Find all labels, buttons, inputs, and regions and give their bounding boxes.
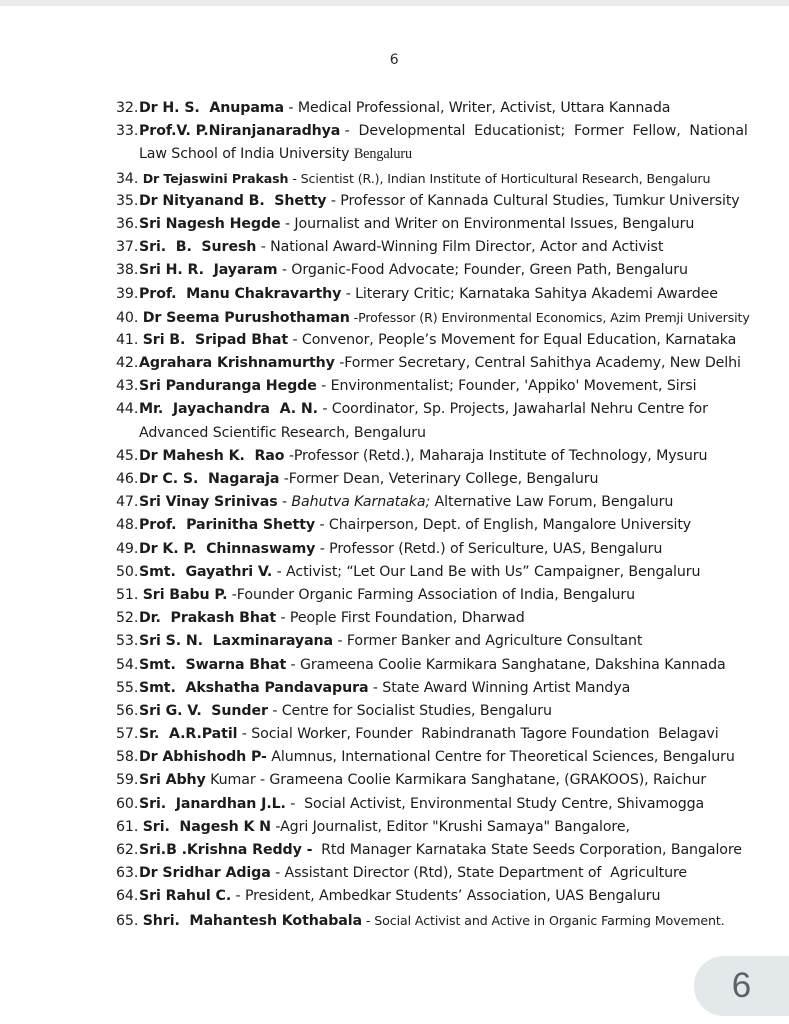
signatory-description: -Founder Organic Farming Association of India, Bengaluru [227,586,636,603]
signatory-name: Dr K. P. Chinnaswamy [139,540,316,557]
item-number: 52. [116,610,139,627]
list-item [116,677,776,700]
signatory-description: - [277,494,292,511]
signatory-name: Sri.B .Krishna Reddy - [139,842,313,858]
signatory-description: Advanced Scientific Research, Bengaluru [139,424,426,441]
signatory-description: Alternative Law Forum, Bengaluru [430,494,674,511]
item-number: 34. [116,170,143,187]
signatory-description: - National Award-Winning Film Director, Actor and Activist [256,239,664,256]
signatory-description: - Social Activist and Active in Organic Farming Movement. [362,912,725,928]
signatory-name: Smt. Akshatha Pandavapura [139,679,369,696]
item-number: 63. [116,865,139,882]
item-number: 55. [116,679,139,696]
list-item [116,654,776,677]
item-number: 32. [116,100,139,116]
item-number: 59. [116,772,139,789]
list-item [116,723,776,746]
signatory-name: Sri Babu P. [142,586,228,603]
list-item [116,190,776,213]
signatory-name: Dr H. S. Anupama [139,100,284,116]
signatory-description: - Social Activist, Environmental Study Centre, Shivamogga [285,795,705,812]
signatory-description: Law School of India University [139,146,354,163]
list-item [116,584,776,607]
signatory-description: - Centre for Socialist Studies, Bengaluru [267,702,552,719]
signatory-description: - Environmentalist; Founder, 'Appiko' Movement, Sirsi [316,378,697,395]
signatory-description: Alumnus, International Centre for Theoretical Sciences, Bengaluru [266,749,735,766]
item-number: 62. [116,842,139,858]
item-number: 38. [116,262,139,279]
viewer-top-edge [0,0,789,6]
item-number: 41. [116,331,143,348]
signatory-description: - Chairperson, Dept. of English, Mangalore University [315,517,692,534]
signatory-name: Smt. Gayathri V. [139,563,273,580]
list-item [116,283,776,306]
item-number: 54. [116,656,139,673]
signatory-name: Sri Panduranga Hegde [139,378,317,395]
list-item [116,793,776,816]
list-item [116,885,776,908]
signatory-description: - Professor of Kannada Cultural Studies, Tumkur University [326,192,740,209]
item-number: 56. [116,702,139,719]
signatory-description: - Convenor, People’s Movement for Equal Education, Karnataka [288,331,737,348]
signatory-name: Agrahara Krishnamurthy [139,355,335,372]
signatory-description: - Professor (Retd.) of Sericulture, UAS, Bengaluru [315,540,663,557]
signatory-description: - Medical Professional, Writer, Activist, Uttara Kannada [283,100,671,116]
signatory-name: Sri Abhy [139,772,206,789]
signatory-description: Bengaluru [353,146,413,163]
list-item [116,514,776,537]
signatory-list [116,97,776,932]
signatory-description: -Professor (R) Environmental Economics, Azim Premji University [349,309,750,325]
signatory-name: Sri Nagesh Hegde [139,215,281,232]
list-item [116,97,776,120]
list-item [116,468,776,491]
signatory-description: - Scientist (R.), Indian Institute of Horticultural Research, Bengaluru [288,170,711,186]
page-number-header: 6 [389,52,400,68]
item-number: 61. [116,818,143,835]
signatory-description: - Activist; “Let Our Land Be with Us” Campaigner, Bengaluru [272,563,701,580]
item-number: 39. [116,285,139,302]
item-number: 57. [116,726,139,743]
list-item [116,839,776,862]
signatory-description: -Former Dean, Veterinary College, Bengaluru [279,471,599,487]
list-item [116,746,776,769]
signatory-name: Sri. Nagesh K N [142,818,271,835]
item-number: 33. [116,123,139,140]
list-item-continuation [116,143,776,166]
signatory-name: Sri B. Sripad Bhat [142,331,289,348]
list-item [116,352,776,375]
item-number: 46. [116,471,139,487]
item-number: 50. [116,563,139,580]
page-indicator-badge[interactable] [694,956,789,1016]
signatory-name: Dr Mahesh K. Rao [139,447,285,464]
signatory-name: Prof. Manu Chakravarthy [139,285,342,302]
signatory-description: - Organic-Food Advocate; Founder, Green Path, Bengaluru [277,262,688,279]
list-item [116,909,776,932]
signatory-description: - People First Foundation, Dharwad [276,610,525,627]
list-item [116,375,776,398]
signatory-name: Sr. A.R.Patil [139,726,238,743]
item-number: 37. [116,239,139,256]
list-item [116,816,776,839]
item-number: 48. [116,517,139,534]
signatory-description: - Literary Critic; Karnataka Sahitya Akademi Awardee [341,285,718,302]
signatory-description: - Journalist and Writer on Environmental Issues, Bengaluru [280,215,695,232]
signatory-description: -Former Secretary, Central Sahithya Academy, New Delhi [334,355,741,372]
signatory-name: Shri. Mahantesh Kothabala [142,912,363,929]
list-item [116,259,776,282]
list-item [116,398,776,444]
signatory-name: Prof.V. P.Niranjanaradhya [139,123,341,140]
list-item [116,213,776,236]
signatory-name: Dr C. S. Nagaraja [139,471,280,487]
signatory-name: Sri S. N. Laxminarayana [139,633,334,650]
list-item [116,700,776,723]
signatory-name: Dr Sridhar Adiga [139,865,271,882]
signatory-description: - Former Banker and Agriculture Consultant [333,633,643,650]
signatory-description: - Assistant Director (Rtd), State Department of Agriculture [270,865,688,882]
signatory-name: Sri Vinay Srinivas [139,494,278,511]
signatory-name: Sri. B. Suresh [139,239,257,256]
item-number: 45. [116,447,139,464]
item-number: 60. [116,795,139,812]
signatory-name: Prof. Parinitha Shetty [139,517,316,534]
list-item [116,862,776,885]
item-number: 43. [116,378,139,395]
list-item [116,491,776,514]
list-item [116,167,776,190]
signatory-name: Sri H. R. Jayaram [139,262,278,279]
signatory-name: Sri Rahul C. [139,888,232,905]
signatory-description: -Professor (Retd.), Maharaja Institute of Technology, Mysuru [284,447,708,464]
item-number: 44. [116,401,139,418]
list-item [116,630,776,653]
signatory-name: Dr Nityanand B. Shetty [139,192,327,209]
signatory-name: Dr Tejaswini Prakash [142,170,289,186]
signatory-name: Mr. Jayachandra A. N. [139,401,318,418]
item-number: 51. [116,586,143,603]
list-item [116,607,776,630]
list-item [116,120,776,166]
signatory-name: Dr Seema Purushothaman [142,309,350,326]
item-number: 47. [116,494,139,511]
item-number: 64. [116,888,139,905]
list-item [116,329,776,352]
item-number: 40. [116,309,143,326]
signatory-description: Kumar - Grameena Coolie Karmikara Sanghatane, (GRAKOOS), Raichur [205,772,707,789]
signatory-description: -Agri Journalist, Editor "Krushi Samaya" Bangalore, [270,818,630,835]
list-item [116,538,776,561]
item-number: 65. [116,912,143,929]
signatory-name: Sri G. V. Sunder [139,702,268,719]
list-item [116,445,776,468]
item-number: 53. [116,633,139,650]
signatory-description: Bahutva Karnataka; [291,494,431,511]
item-number: 42. [116,355,139,372]
signatory-name: Sri. Janardhan J.L. [139,795,286,812]
item-number: 35. [116,192,139,209]
item-number: 58. [116,749,139,766]
list-item-continuation [116,422,776,445]
signatory-name: Dr Abhishodh P- [139,749,267,766]
list-item [116,236,776,259]
signatory-description: - Grameena Coolie Karmikara Sanghatane, Dakshina Kannada [286,656,726,673]
item-number: 49. [116,540,139,557]
list-item [116,561,776,584]
signatory-name: Smt. Swarna Bhat [139,656,287,673]
signatory-name: Dr. Prakash Bhat [139,610,277,627]
signatory-description: - State Award Winning Artist Mandya [368,679,631,696]
signatory-description: - Developmental Educationist; Former Fellow, National [340,123,748,140]
signatory-description: - President, Ambedkar Students’ Association, UAS Bengaluru [231,888,661,905]
list-item [116,769,776,792]
signatory-description: Rtd Manager Karnataka State Seeds Corporation, Bangalore [312,842,742,858]
list-item [116,306,776,329]
page-indicator-number: 6 [731,966,752,1005]
signatory-description: - Coordinator, Sp. Projects, Jawaharlal Nehru Centre for [317,401,708,418]
item-number: 36. [116,215,139,232]
signatory-description: - Social Worker, Founder Rabindranath Tagore Foundation Belagavi [237,726,719,743]
